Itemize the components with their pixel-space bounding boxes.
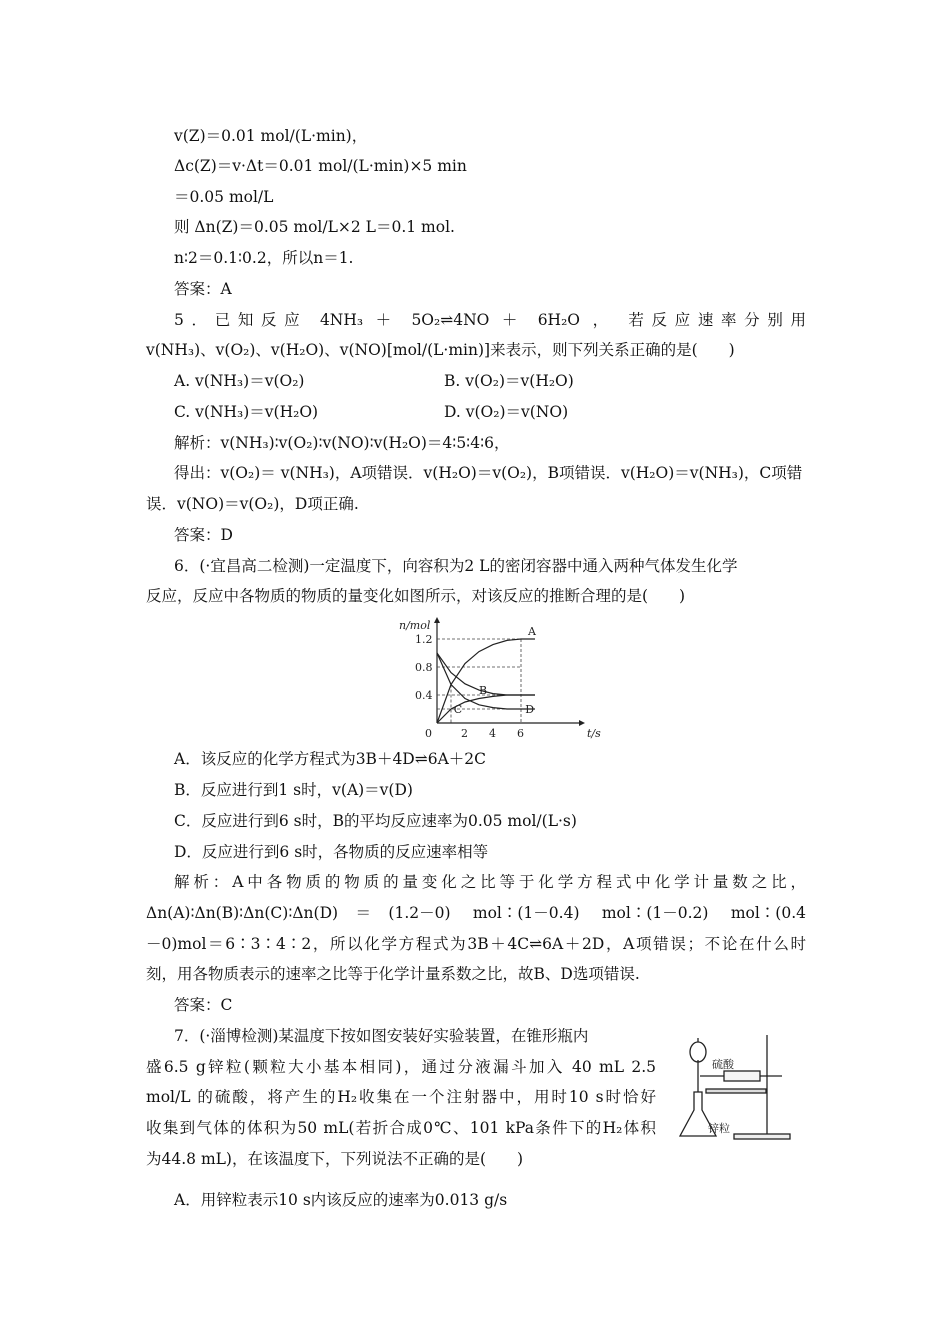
solution-line-1: v(Z)＝0.01 mol/(L·min)，: [174, 127, 368, 145]
x-tick-label: 0: [425, 727, 432, 740]
x-tick-label: 6: [517, 727, 524, 740]
q7-stem-line-4: 收集到气体的体积为50 mL(若折合成0℃、101 kPa条件下的H₂体积: [146, 1119, 656, 1137]
q5-stem-line-1: 5．已知反应 4NH₃ ＋ 5O₂⇌4NO ＋ 6H₂O ， 若反应速率分别用: [174, 311, 806, 329]
q6-option-a: A．该反应的化学方程式为3B＋4D⇌6A＋2C: [174, 750, 486, 768]
answer-q4: 答案：A: [174, 280, 232, 298]
q6-solution-line-3: －0)mol＝6∶3∶4∶2，所以化学方程式为3B＋4C⇌6A＋2D，A项错误；不论在什么时: [146, 935, 806, 953]
q5-solution-line-2: 得出：v(O₂)＝ v(NH₃)，A项错误．v(H₂O)＝v(O₂)，B项错误．v(H₂O)＝v(NH₃)，C项错: [174, 464, 803, 482]
q6-solution-line-1: 解析：A中各物质的物质的量变化之比等于化学方程式中化学计量数之比，: [174, 873, 806, 891]
q6-option-d: D．反应进行到6 s时，各物质的反应速率相等: [174, 843, 489, 861]
q7-option-a: A．用锌粒表示10 s内该反应的速率为0.013 g/s: [174, 1191, 508, 1209]
q6-solution-line-4: 刻，用各物质表示的速率之比等于化学计量系数之比，故B、D选项错误.: [146, 965, 640, 983]
q5-stem-line-2: v(NH₃)、v(O₂)、v(H₂O)、v(NO)[mol/(L·min)]来表示，则下列关系正确的是( ): [146, 341, 735, 359]
q6-solution-line-2: Δn(A)∶Δn(B)∶Δn(C)∶Δn(D)＝(1.2－0) mol∶(1－0.4) mol∶(1－0.2) mol∶(0.4: [146, 904, 806, 922]
x-tick-label: 4: [489, 727, 496, 740]
series-line-A: [437, 639, 535, 723]
series-line-C: [437, 653, 535, 709]
q6-option-c: C．反应进行到6 s时，B的平均反应速率为0.05 mol/(L·s): [174, 812, 577, 830]
series-label-A: A: [528, 625, 536, 638]
q6-stem-line-1: 6．(·宜昌高二检测)一定温度下，向容积为2 L的密闭容器中通入两种气体发生化学: [174, 557, 738, 575]
y-tick-label: 0.8: [415, 661, 433, 674]
q5-solution-line-1: 解析：v(NH₃)∶v(O₂)∶v(NO)∶v(H₂O)＝4∶5∶4∶6，: [174, 434, 510, 452]
q7-stem-line-1: 7．(·淄博检测)某温度下按如图安装好实验装置，在锥形瓶内: [174, 1027, 589, 1045]
x-axis-label: t/s: [587, 727, 601, 740]
q5-option-b: B. v(O₂)＝v(H₂O): [444, 372, 574, 390]
solution-line-2: Δc(Z)＝v·Δt＝0.01 mol/(L·min)×5 min: [174, 157, 467, 175]
y-tick-label: 0.4: [415, 689, 433, 702]
q7-stem-line-5: 为44.8 mL)，在该温度下，下列说法不正确的是( ): [146, 1150, 524, 1168]
q5-option-c: C. v(NH₃)＝v(H₂O): [174, 403, 319, 421]
solution-line-3: ＝0.05 mol/L: [174, 188, 274, 206]
solution-line-4: 则 Δn(Z)＝0.05 mol/L×2 L＝0.1 mol.: [174, 218, 455, 236]
answer-q5: 答案：D: [174, 526, 233, 544]
apparatus-label-zinc: 锌粒: [708, 1122, 730, 1135]
solution-line-5: n∶2＝0.1∶0.2，所以n＝1.: [174, 249, 354, 267]
q7-apparatus: [672, 1030, 802, 1145]
series-label-C: C: [453, 703, 463, 716]
x-axis-arrow: [579, 720, 585, 726]
y-axis-arrow: [434, 617, 440, 623]
y-axis-label: n/mol: [399, 619, 431, 632]
q5-option-d: D. v(O₂)＝v(NO): [444, 403, 569, 421]
series-label-D: D: [525, 703, 535, 716]
x-tick-label: 2: [461, 727, 468, 740]
apparatus-label-acid: 硫酸: [712, 1058, 734, 1071]
q7-stem-line-2: 盛6.5 g锌粒(颗粒大小基本相同)，通过分液漏斗加入 40 mL 2.5: [146, 1058, 656, 1076]
q7-stem-line-3: mol/L 的硫酸，将产生的H₂收集在一个注射器中，用时10 s时恰好: [146, 1088, 656, 1106]
q5-solution-line-3: 误．v(NO)＝v(O₂)，D项正确.: [146, 495, 359, 513]
series-label-B: B: [479, 684, 488, 698]
y-tick-label: 1.2: [415, 633, 433, 646]
q6-stem-line-2: 反应，反应中各物质的物质的量变化如图所示，对该反应的推断合理的是( ): [146, 587, 686, 605]
q6-chart: [385, 615, 605, 745]
q5-option-a: A. v(NH₃)＝v(O₂): [174, 372, 305, 390]
q6-option-b: B．反应进行到1 s时，v(A)＝v(D): [174, 781, 413, 799]
answer-q6: 答案：C: [174, 996, 233, 1014]
